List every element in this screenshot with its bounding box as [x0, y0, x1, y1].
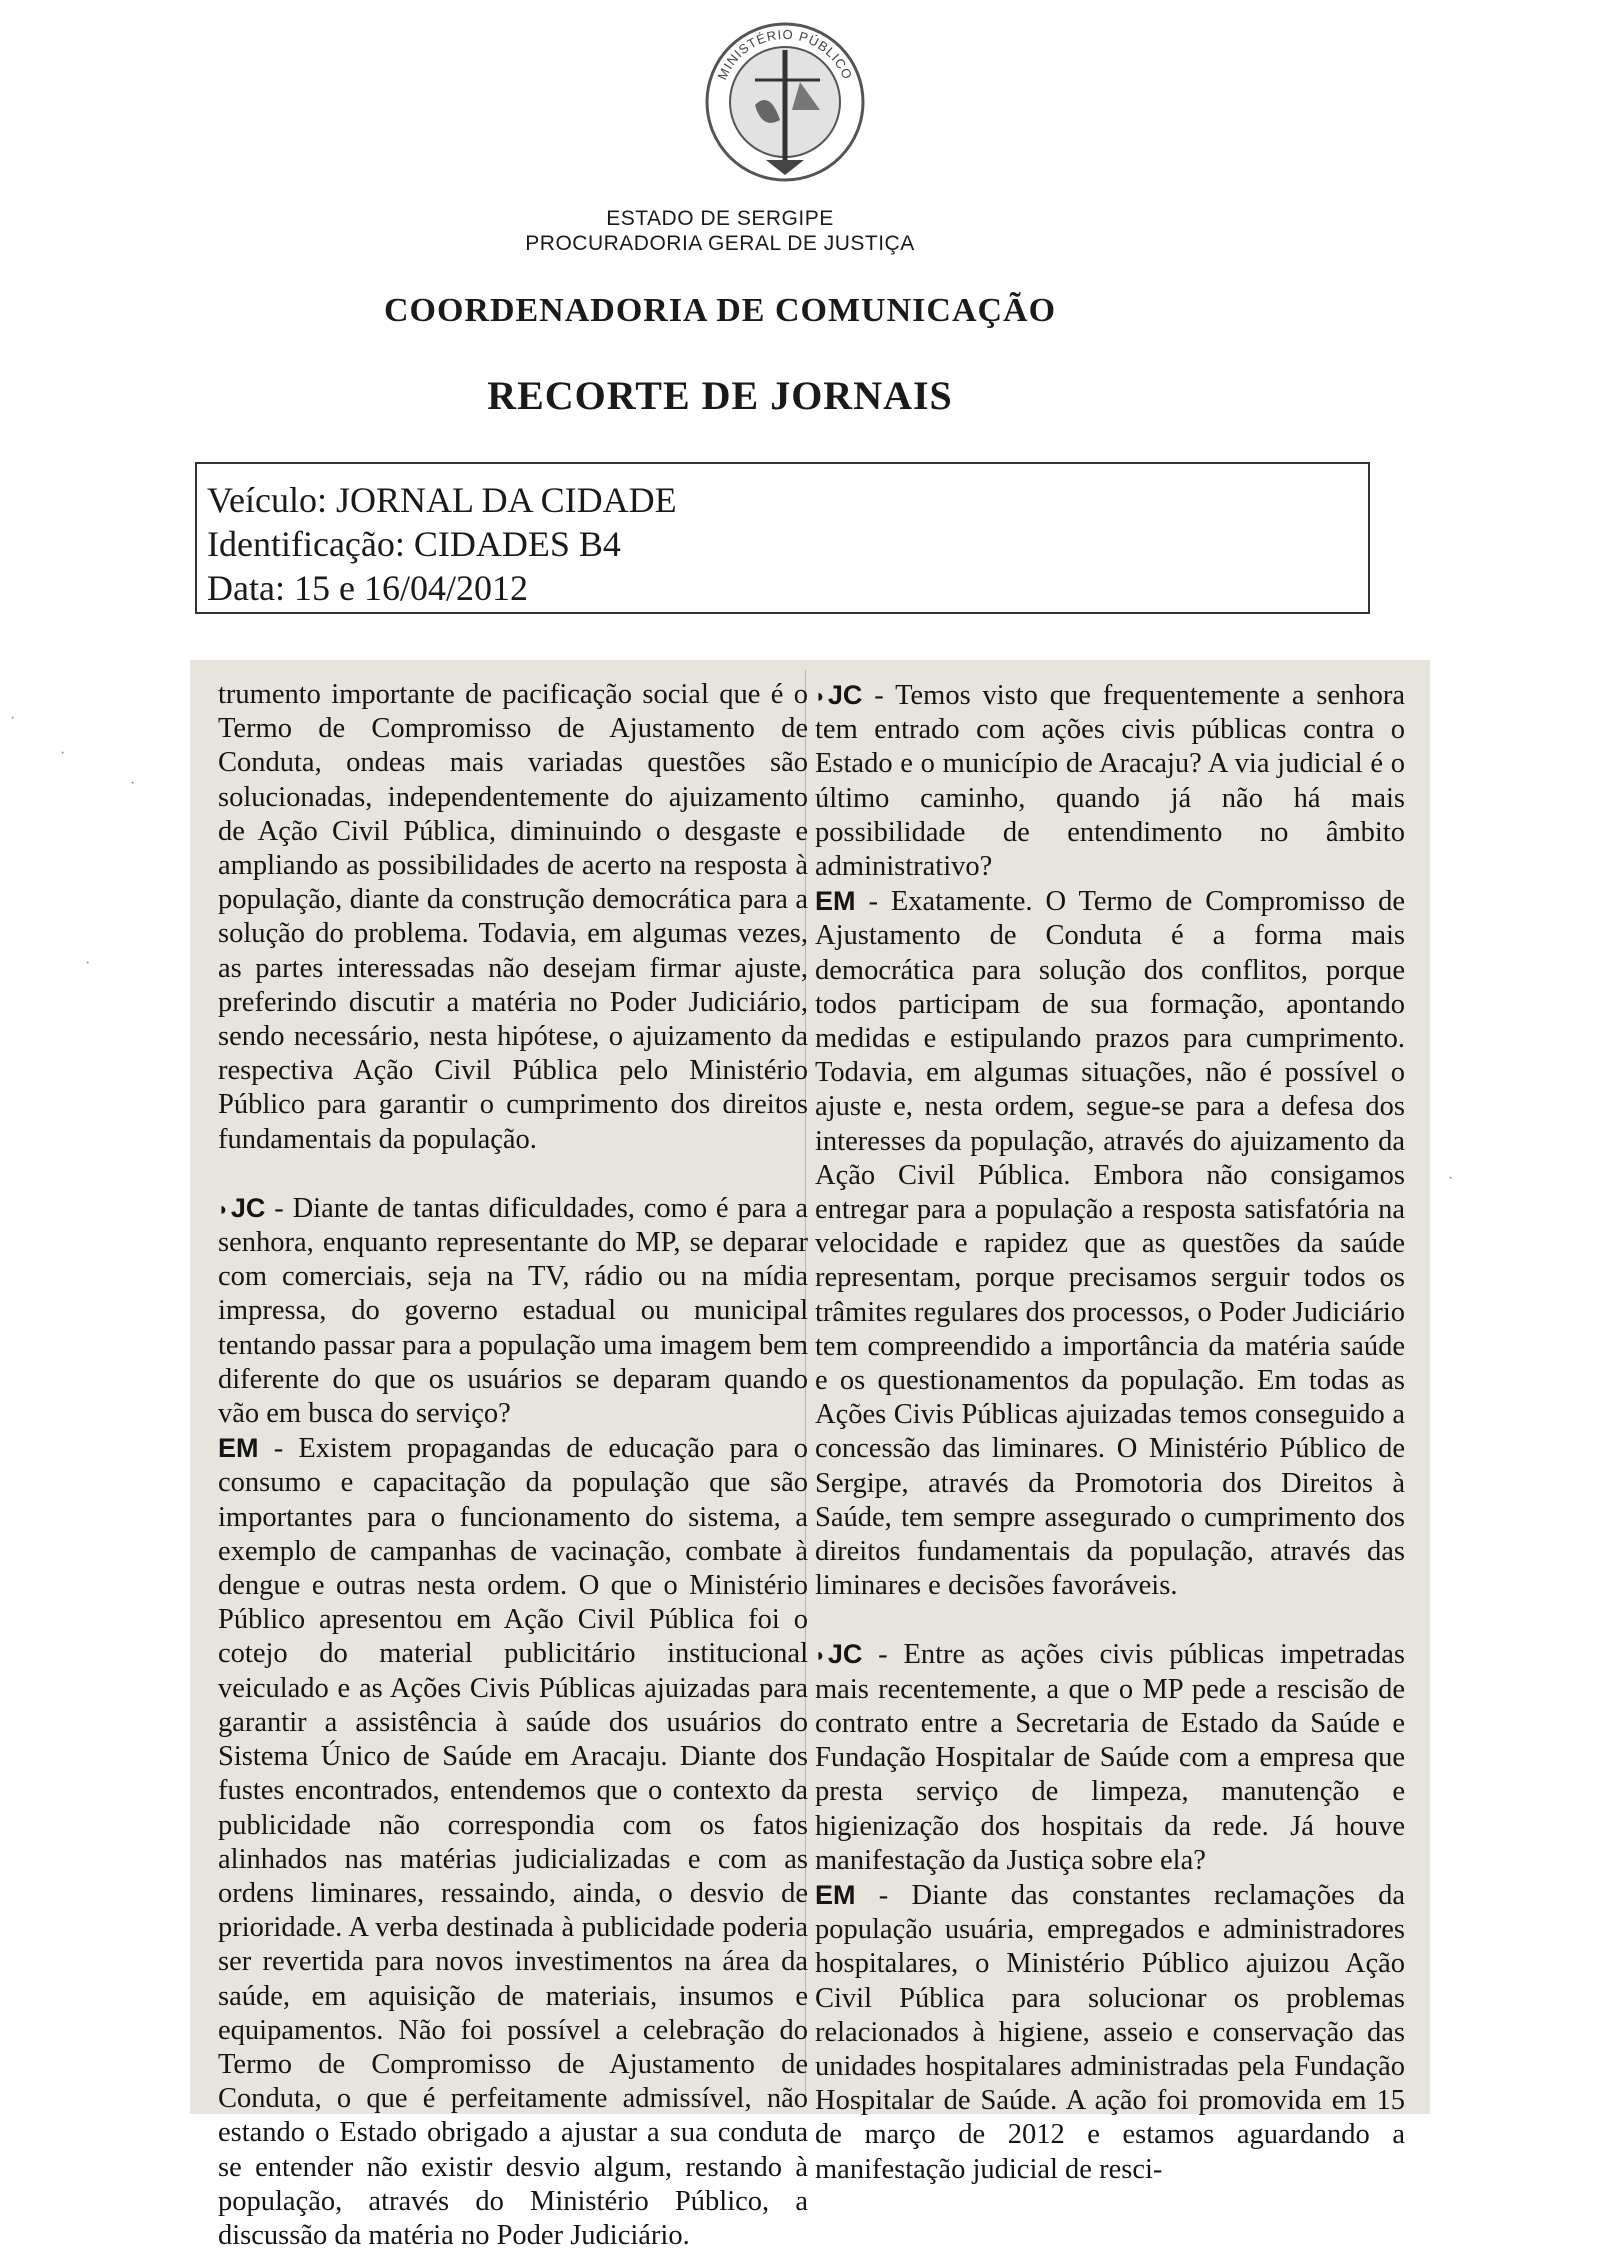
vehicle-line: Veículo: JORNAL DA CIDADE	[207, 480, 677, 520]
bullet-triangle-icon: ◗	[815, 1645, 826, 1666]
scan-speck: ·	[130, 775, 136, 792]
paragraph-text: Diante de tantas dificuldades, como é para a senhora, enquanto representante do MP, se deparar com comerciais, seja na TV, rádio ou na mídia impressa, do governo estadual ou municipal tentando passar para a população uma imagem bem diferente do que os usuários se deparam quando vão em busca do serviço?	[218, 1192, 808, 1430]
paragraph-text: Exatamente. O Termo de Compromisso de Ajustamento de Conduta é a forma mais democrática para solução dos conflitos, porque todos participam de sua formação, apontando medidas e estipulando prazos para cumprimento. Todavia, em algumas situações, não é possível o ajuste e, nesta ordem, segue-se para a defesa dos interesses da população, através do ajuizamento da Ação Civil Pública. Embora não consigamos entregar para a população a resposta satisfatória na velocidade e rapidez que as questões da saúde representam, porque precisamos serguir todos os trâmites regulares dos processos, o Poder Judiciário tem compreendido a importância da matéria saúde e os questionamentos da população. Em todas as Ações Civis Públicas ajuizadas temos conseguido a concessão das liminares. O Ministério Público de Sergipe, através da Promotoria dos Direitos à Saúde, tem sempre assegurado o cumprimento dos direitos fundamentais da população, através das liminares e decisões favoráveis.	[815, 886, 1405, 1602]
paragraph-text: Existem propagandas de educação para o consumo e capacitação da população que são importantes para o funcionamento do sistema, a exemplo de campanhas de vacinação, combate à dengue e outras nesta ordem. O que o Ministério Público apresentou em Ação Civil Pública foi o cotejo do material publicitário institucional veiculado e as Ações Civis Públicas ajuizadas para garantir a assistência à saúde dos usuários do Sistema Único de Saúde em Aracaju. Diante dos fustes encontrados, entendemos que o contexto da publicidade não correspondia com os fatos alinhados nas matérias judicializadas e com as ordens liminares, ressaindo, ainda, o desvio de prioridade. A verba destinada à publicidade poderia ser revertida para novos investimentos na área da saúde, em aquisição de materiais, insumos e equipamentos. Não foi possível a celebração do Termo de Compromisso de Ajustamento de Conduta, o que é perfeitamente admissível, não estando o Estado obrigado a ajustar a sua conduta se entender não existir desvio algum, restando à população, através do Ministério Público, a discussão da matéria no Poder Judiciário.	[218, 1433, 808, 2251]
answer-paragraph: EM - Diante das constantes reclamações da população usuária, empregados e administradores hospitalares, o Ministério Público ajuizou Ação Civil Pública para solucionar os problemas relacionados à higiene, asseio e conservação das unidades hospitalares administradas pela Fundação Hospitalar de Saúde. A ação foi promovida em 15 de março de 2012 e estamos aguardando a manifestação judicial de resci-	[815, 1879, 1405, 2185]
date-line: Data: 15 e 16/04/2012	[207, 568, 528, 608]
question-paragraph: ◗JC - Entre as ações civis públicas impetradas mais recentemente, a que o MP pede a rescisão de contrato entre a Secretaria de Estado da Saúde e Fundação Hospitalar de Saúde com a empresa que presta serviço de limpeza, manutenção e higienização dos hospitais da rede. Já houve manifestação da Justiça sobre ela?	[815, 1639, 1405, 1876]
bullet-triangle-icon: ◗	[218, 1198, 229, 1219]
speaker-tag: EM	[815, 886, 856, 917]
speaker-tag: JC	[827, 1639, 863, 1670]
scan-speck: ·	[10, 710, 16, 727]
question-paragraph: ◗JC - Temos visto que frequentemente a senhora tem entrado com ações civis públicas contra o Estado e o município de Aracaju? A via judicial é o último caminho, quando já não há mais possibilidade de entendimento no âmbito administrativo?	[815, 680, 1406, 883]
state-name: ESTADO DE SERGIPE	[606, 207, 834, 230]
paragraph-text: Diante das constantes reclamações da população usuária, empregados e administradores hospitalares, o Ministério Público ajuizou Ação Civil Pública para solucionar os problemas relacionados à higiene, asseio e conservação das unidades hospitalares administradas pela Fundação Hospitalar de Saúde. A ação foi promovida em 15 de março de 2012 e estamos aguardando a manifestação judicial de resci-	[815, 1879, 1405, 2185]
answer-paragraph: EM - Existem propagandas de educação para o consumo e capacitação da população que são importantes para o funcionamento do sistema, a exemplo de campanhas de vacinação, combate à dengue e outras nesta ordem. O que o Ministério Público apresentou em Ação Civil Pública foi o cotejo do material publicitário institucional veiculado e as Ações Civis Públicas ajuizadas para garantir a assistência à saúde dos usuários do Sistema Único de Saúde em Aracaju. Diante dos fustes encontrados, entendemos que o contexto da publicidade não correspondia com os fatos alinhados nas matérias judicializadas e com as ordens liminares, ressaindo, ainda, o desvio de prioridade. A verba destinada à publicidade poderia ser revertida para novos investimentos na área da saúde, em aquisição de materiais, insumos e equipamentos. Não foi possível a celebração do Termo de Compromisso de Ajustamento de Conduta, o que é perfeitamente admissível, não estando o Estado obrigado a ajustar a sua conduta se entender não existir desvio algum, restando à população, através do Ministério Público, a discussão da matéria no Poder Judiciário.	[218, 1433, 808, 2251]
seal-ring-text: MINISTÉRIO PÚBLICO	[714, 26, 856, 83]
speaker-tag: JC	[827, 680, 863, 710]
agency-name: PROCURADORIA GERAL DE JUSTIÇA	[525, 232, 915, 255]
ministerio-publico-seal	[700, 10, 870, 190]
article-column-left	[218, 678, 808, 2253]
page-title: RECORTE DE JORNAIS	[487, 373, 953, 418]
paragraph	[218, 678, 808, 1157]
speaker-tag: EM	[815, 1879, 856, 1910]
newspaper-clipping	[190, 660, 1430, 2251]
bullet-triangle-icon: ◗	[815, 686, 826, 706]
identification-line: Identificação: CIDADES B4	[207, 524, 621, 564]
speaker-tag: EM	[218, 1433, 259, 1464]
speaker-tag: JC	[230, 1192, 266, 1223]
department-title: COORDENADORIA DE COMUNICAÇÃO	[383, 292, 1057, 329]
answer-paragraph: EM - Exatamente. O Termo de Compromisso de Ajustamento de Conduta é a forma mais democrática para solução dos conflitos, porque todos participam de sua formação, apontando medidas e estipulando prazos para cumprimento. Todavia, em algumas situações, não é possível o ajuste e, nesta ordem, segue-se para a defesa dos interesses da população, através do ajuizamento da Ação Civil Pública. Embora não consigamos entregar para a população a resposta satisfatória na velocidade e rapidez que as questões da saúde representam, porque precisamos serguir todos os trâmites regulares dos processos, o Poder Judiciário tem compreendido a importância da matéria saúde e os questionamentos da população. Em todas as Ações Civis Públicas ajuizadas temos conseguido a concessão das liminares. O Ministério Público de Sergipe, através da Promotoria dos Direitos à Saúde, tem sempre assegurado o cumprimento dos direitos fundamentais da população, através das liminares e decisões favoráveis.	[815, 886, 1405, 1602]
paragraph-text: Temos visto que frequentemente a senhora tem entrado com ações civis públicas contra o Estado e o município de Aracaju? A via judicial é o último caminho, quando já não há mais possibilidade de entendimento no âmbito administrativo?	[815, 680, 1406, 883]
scan-speck: ·	[1448, 1170, 1454, 1187]
scan-speck: ·	[85, 955, 91, 972]
clipping-info-box	[195, 462, 1370, 614]
paragraph-text: Entre as ações civis públicas impetradas mais recentemente, a que o MP pede a rescisão de contrato entre a Secretaria de Estado da Saúde e Fundação Hospitalar de Saúde com a empresa que presta serviço de limpeza, manutenção e higienização dos hospitais da rede. Já houve manifestação da Justiça sobre ela?	[815, 1639, 1405, 1876]
paragraph-text: trumento importante de pacificação social que é o Termo de Compromisso de Ajustamento de Conduta, ondeas mais variadas questões são solucionadas, independentemente do ajuizamento de Ação Civil Pública, diminuindo o desgaste e ampliando as possibilidades de acerto na resposta à população, diante da construção democrática para a solução do problema. Todavia, em algumas vezes, as partes interessadas não desejam firmar ajuste, preferindo discutir a matéria no Poder Judiciário, sendo necessário, nesta hipótese, o ajuizamento da respectiva Ação Civil Pública pelo Ministério Público para garantir o cumprimento dos direitos fundamentais da população.	[218, 679, 808, 1155]
question-paragraph: ◗JC - Diante de tantas dificuldades, como é para a senhora, enquanto representante do MP, se deparar com comerciais, seja na TV, rádio ou na mídia impressa, do governo estadual ou municipal tentando passar para a população uma imagem bem diferente do que os usuários se deparam quando vão em busca do serviço?	[218, 1192, 808, 1430]
article-column-right	[815, 678, 1405, 2187]
scan-speck: ·	[60, 745, 66, 762]
